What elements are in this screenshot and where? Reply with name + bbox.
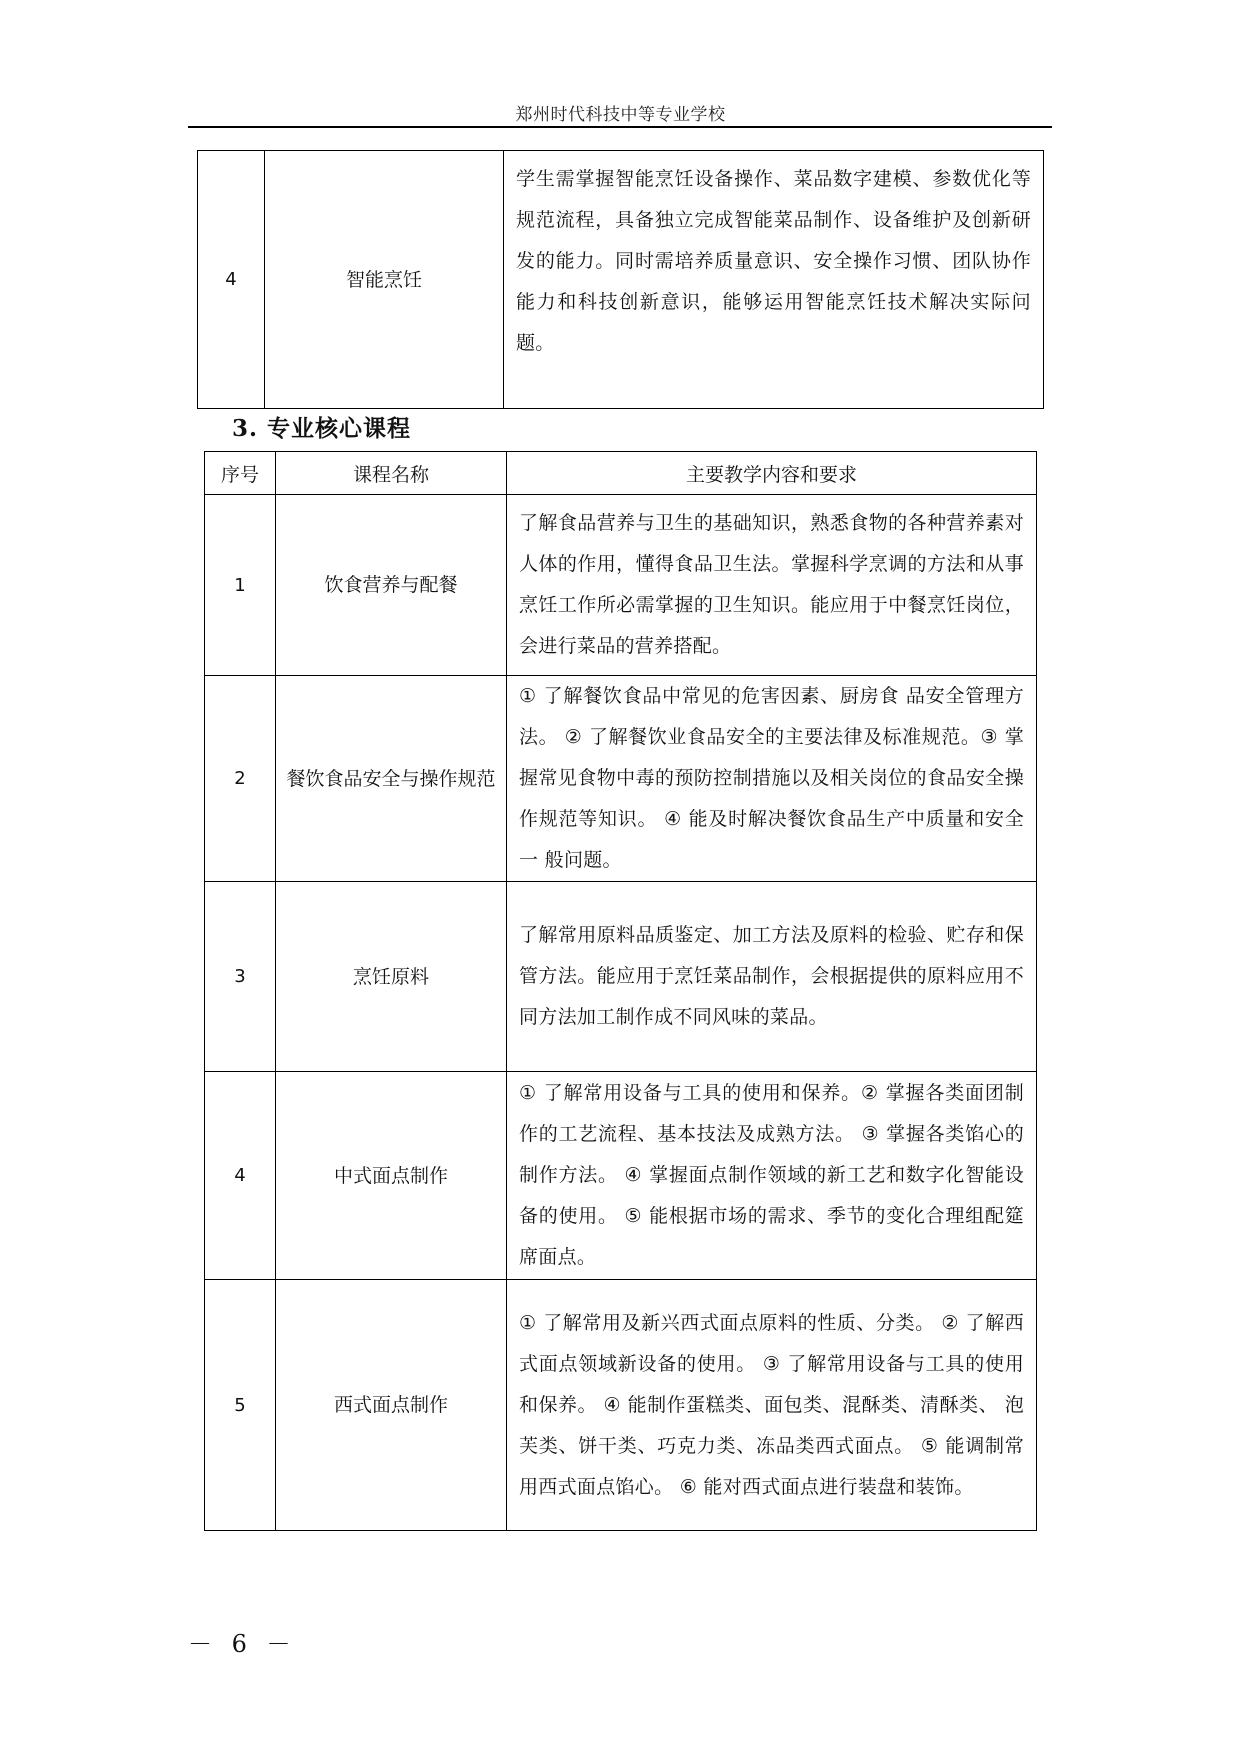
page-header-school-name: 郑州时代科技中等专业学校 bbox=[515, 105, 726, 125]
course-name-text: 智能烹饪 bbox=[345, 268, 422, 291]
course-description: 了解常用原料品质鉴定、加工方法及原料的检验、贮存和保管方法。能应用于烹饪菜品制作，会根据提供的原料应用不同方法加工制作成不同风味的菜品。 bbox=[507, 882, 1037, 1072]
core-courses-table bbox=[204, 451, 1037, 1531]
row-index: 1 bbox=[205, 495, 276, 676]
course-name bbox=[276, 1072, 507, 1280]
header-description: 主要教学内容和要求 bbox=[507, 452, 1037, 495]
page-number: － 6 － bbox=[188, 1630, 297, 1658]
course-name-text: 饮食营养与配餐 bbox=[324, 574, 458, 596]
table-row bbox=[205, 1280, 1037, 1531]
course-name bbox=[276, 1280, 507, 1531]
course-description: 学生需掌握智能烹饪设备操作、菜品数字建模、参数优化等规范流程，具备独立完成智能菜品制作、设备维护及创新研发的能力。同时需培养质量意识、安全操作习惯、团队协作能力和科技创新意识，能够运用智能烹饪技术解决实际问题。 bbox=[504, 151, 1044, 409]
header-course-name: 课程名称 bbox=[276, 452, 507, 495]
table-header-row bbox=[205, 452, 1037, 495]
row-index: 4 bbox=[205, 1072, 276, 1280]
table-row bbox=[205, 676, 1037, 882]
row-index: 3 bbox=[205, 882, 276, 1072]
table-row bbox=[205, 1072, 1037, 1280]
course-name-text: 餐饮食品安全与操作规范 bbox=[286, 767, 496, 790]
table-row bbox=[205, 882, 1037, 1072]
course-description: ① 了解餐饮食品中常见的危害因素、厨房食 品安全管理方法。 ② 了解餐饮业食品安全的主要法律及标准规范。③ 掌握常见食物中毒的预防控制措施以及相关岗位的食品安全操作规范等知识。 ④ 能及时解决餐饮食品生产中质量和安全一 般问题。 bbox=[507, 676, 1037, 882]
row-index: 4 bbox=[198, 151, 265, 409]
header-divider bbox=[188, 126, 1052, 128]
course-name bbox=[276, 495, 507, 676]
course-name-text: 烹饪原料 bbox=[352, 965, 429, 988]
table-row bbox=[198, 151, 1044, 409]
table-row bbox=[205, 495, 1037, 676]
course-description: 了解食品营养与卫生的基础知识，熟悉食物的各种营养素对人体的作用，懂得食品卫生法。掌握科学烹调的方法和从事烹饪工作所必需掌握的卫生知识。能应用于中餐烹饪岗位，会进行菜品的营养搭配。 bbox=[507, 495, 1037, 676]
section-heading: 3. 专业核心课程 bbox=[232, 415, 412, 442]
course-name-text: 西式面点制作 bbox=[333, 1394, 448, 1416]
header-index: 序号 bbox=[205, 452, 276, 495]
course-name bbox=[276, 676, 507, 882]
course-description: ① 了解常用设备与工具的使用和保养。② 掌握各类面团制作的工艺流程、基本技法及成熟方法。 ③ 掌握各类馅心的制作方法。 ④ 掌握面点制作领域的新工艺和数字化智能设备的使用。 ⑤ 能根据市场的需求、季节的变化合理组配筵席面点。 bbox=[507, 1072, 1037, 1280]
course-name bbox=[276, 882, 507, 1072]
row-index: 5 bbox=[205, 1280, 276, 1531]
course-description: ① 了解常用及新兴西式面点原料的性质、分类。 ② 了解西式面点领域新设备的使用。 ③ 了解常用设备与工具的使用和保养。 ④ 能制作蛋糕类、面包类、混酥类、清酥类、 泡芙类、饼干类、巧克力类、冻品类西式面点。 ⑤ 能调制常用西式面点馅心。 ⑥ 能对西式面点进行装盘和装饰。 bbox=[507, 1280, 1037, 1531]
course-name bbox=[265, 151, 504, 409]
previous-table-continuation bbox=[197, 150, 1044, 409]
course-name-text: 中式面点制作 bbox=[333, 1164, 448, 1187]
row-index: 2 bbox=[205, 676, 276, 882]
